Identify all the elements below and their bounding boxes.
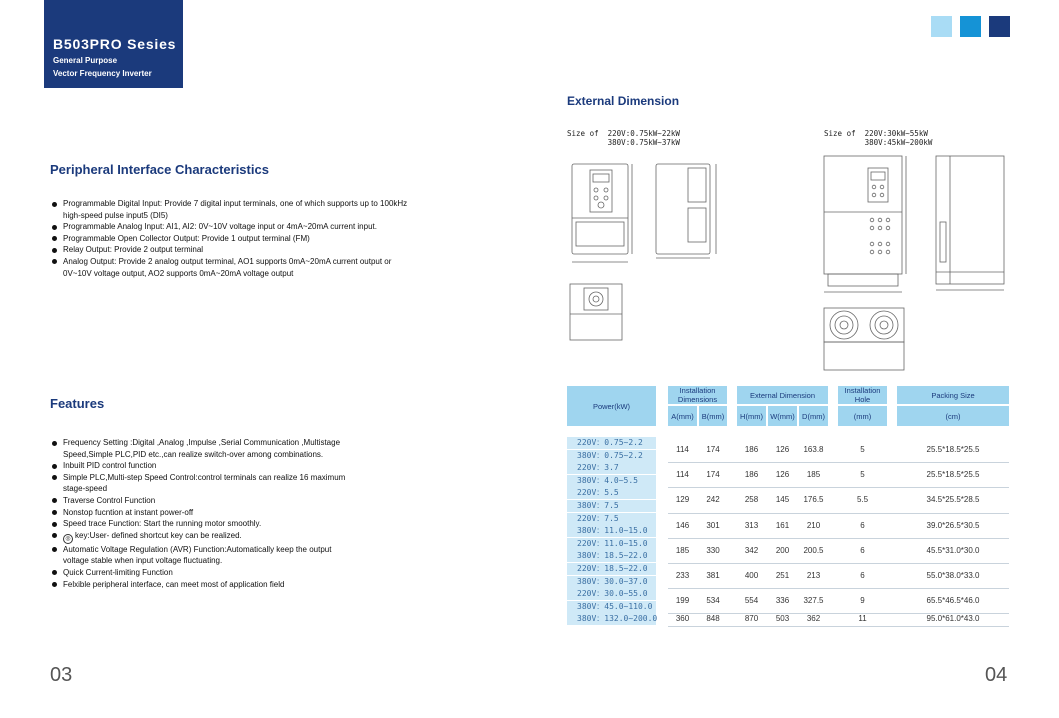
table-cell-pack: 95.0*61.0*43.0 — [926, 614, 980, 624]
power-cell: 380V：7.5 — [567, 500, 656, 512]
series-subtitle-1: General Purpose — [53, 56, 118, 65]
list-item: Analog Output: Provide 2 analog output terminal, AO1 supports 0mA~20mA current output or 0V~10V voltage output, AO2 supports 0mA~20mA voltage output — [50, 256, 415, 279]
power-cell: 220V：18.5~22.0 — [567, 563, 656, 575]
table-cell-d: 213 — [806, 571, 821, 580]
table-cell-a: 114 — [676, 470, 689, 480]
power-cell: 220V：7.5 — [567, 513, 656, 525]
power-cell: 220V：0.75~2.2 — [567, 437, 656, 449]
table-cell-w: 200 — [775, 545, 790, 555]
header-installation-hole: Installation Hole — [838, 386, 887, 404]
brand-square-dark — [989, 16, 1010, 37]
list-item: Relay Output: Provide 2 output terminal — [50, 244, 415, 256]
header-installation-dimensions: Installation Dimensions — [668, 386, 727, 404]
table-cell-pack: 34.5*25.5*28.5 — [926, 495, 980, 505]
header-h: H (mm) — [737, 406, 766, 426]
table-cell-h: 186 — [744, 470, 759, 480]
table-cell-h: 186 — [744, 445, 759, 454]
table-cell-a: 129 — [675, 495, 690, 505]
features-heading: Features — [50, 396, 105, 411]
power-cell: 380V：132.0~200.0 — [567, 613, 656, 625]
table-cell-d: 327.5 — [803, 596, 824, 606]
large-inverter-side-drawing — [930, 152, 1014, 298]
table-cell-hole: 6 — [860, 545, 865, 555]
table-cell-hole: 6 — [860, 571, 865, 580]
table-cell-a: 185 — [675, 545, 690, 555]
table-cell-h: 870 — [744, 614, 759, 624]
list-item: Nonstop fucntion at instant power-off — [50, 507, 355, 519]
list-item: Simple PLC,Multi-step Speed Control:control terminals can realize 16 maximum stage-speed — [50, 472, 355, 495]
table-cell-pack: 25.5*18.5*25.5 — [926, 470, 980, 480]
list-item: Programmable Digital Input: Provide 7 digital input terminals, one of which supports up to 100kHz high-speed pulse input5 (DI5) — [50, 198, 415, 221]
table-cell-d: 200.5 — [803, 545, 824, 555]
table-cell-h: 342 — [744, 545, 759, 555]
size-small-label: Size of 220V:0.75kW~22kW 380V:0.75kW~37kW — [567, 129, 680, 147]
table-cell-a: 199 — [675, 596, 690, 606]
table-cell-hole: 5 — [860, 445, 865, 454]
series-banner — [44, 0, 183, 88]
table-cell-hole: 5.5 — [856, 495, 869, 505]
table-cell-w: 126 — [775, 470, 790, 480]
table-cell-a: 233 — [675, 571, 690, 580]
table-cell-d: 210 — [806, 520, 821, 530]
table-cell-a: 360 — [675, 614, 690, 624]
header-d: D (mm) — [799, 406, 828, 426]
table-cell-pack: 25.5*18.5*25.5 — [926, 445, 980, 454]
list-item: Programmable Open Collector Output: Provide 1 output terminal (FM) — [50, 233, 415, 245]
table-cell-h: 400 — [744, 571, 759, 580]
peripheral-list — [50, 198, 415, 279]
table-cell-d: 362 — [806, 614, 821, 624]
size-large-label: Size of 220V:30kW~55kW 380V:45kW~200kW — [824, 129, 933, 147]
list-item: Traverse Control Function — [50, 495, 355, 507]
power-cell: 220V：5.5 — [567, 487, 656, 499]
list-item: Automatic Voltage Regulation (AVR) Function:Automatically keep the output voltage stable when input voltage fluctuating. — [50, 544, 355, 567]
table-cell-hole: 11 — [858, 614, 867, 624]
table-cell-b: 381 — [706, 571, 720, 580]
small-inverter-side-drawing — [650, 158, 728, 270]
table-cell-pack: 39.0*26.5*30.5 — [926, 520, 980, 530]
small-inverter-top-drawing — [566, 280, 626, 344]
table-cell-hole: 6 — [860, 520, 865, 530]
table-cell-d: 163.8 — [803, 445, 824, 454]
table-cell-w: 161 — [775, 520, 790, 530]
external-dimension-heading: External Dimension — [567, 94, 680, 108]
power-cell: 380V：18.5~22.0 — [567, 550, 656, 562]
header-power: Power(kW) — [567, 386, 656, 426]
large-inverter-fan-drawing — [820, 306, 908, 376]
page-number-right: 04 — [985, 664, 1008, 686]
series-subtitle-2: Vector Frequency Inverter — [53, 69, 152, 78]
shortcut-key-text: key:User- defined shortcut key can be realized. — [75, 530, 242, 540]
page-number-left: 03 — [50, 664, 73, 686]
series-title: B503PRO Sesies — [53, 36, 177, 52]
header-packing-size: Packing Size — [897, 386, 1009, 404]
table-cell-w: 503 — [775, 614, 790, 624]
power-cell: 380V：11.0~15.0 — [567, 525, 656, 537]
small-inverter-front-drawing — [566, 158, 636, 270]
table-cell-d: 185 — [806, 470, 821, 480]
table-cell-pack: 55.0*38.0*33.0 — [926, 571, 980, 580]
table-cell-b: 534 — [706, 596, 720, 606]
table-cell-a: 114 — [676, 445, 689, 454]
power-cell: 380V：0.75~2.2 — [567, 450, 656, 462]
list-item — [50, 530, 355, 544]
large-inverter-front-drawing — [818, 152, 910, 298]
power-cell: 380V：45.0~110.0 — [567, 601, 656, 613]
list-item: Frequency Setting :Digital ,Analog ,Impulse ,Serial Communication ,Multistage Speed,Simple PLC,PID etc.,can realize switch-over among combinations. — [50, 437, 355, 460]
power-cell: 220V：11.0~15.0 — [567, 538, 656, 550]
list-item: Felxible peripheral interface, can meet most of application field — [50, 579, 355, 591]
table-cell-hole: 9 — [860, 596, 865, 606]
table-cell-h: 258 — [744, 495, 759, 505]
table-cell-h: 313 — [744, 520, 759, 530]
table-cell-a: 146 — [675, 520, 690, 530]
table-cell-b: 242 — [706, 495, 720, 505]
power-cell: 380V：30.0~37.0 — [567, 576, 656, 588]
shortcut-key-icon: ◎ — [63, 534, 73, 544]
table-cell-w: 336 — [775, 596, 790, 606]
features-list — [50, 437, 355, 590]
header-hole-unit: (mm) — [838, 406, 887, 426]
header-a: A (mm) — [668, 406, 697, 426]
table-cell-hole: 5 — [860, 470, 865, 480]
header-packing-unit: (cm) — [897, 406, 1009, 426]
table-cell-pack: 45.5*31.0*30.0 — [926, 545, 980, 555]
brand-square-mid — [960, 16, 981, 37]
power-cell: 380V：4.0~5.5 — [567, 475, 656, 487]
list-item: Inbuilt PID control function — [50, 460, 355, 472]
table-cell-b: 848 — [706, 614, 720, 624]
table-cell-d: 176.5 — [803, 495, 824, 505]
peripheral-heading: Peripheral Interface Characteristics — [50, 162, 269, 177]
row-divider — [668, 626, 1009, 627]
table-cell-pack: 65.5*46.5*46.0 — [926, 596, 980, 606]
table-cell-b: 330 — [706, 545, 720, 555]
header-b: B (mm) — [699, 406, 727, 426]
table-cell-h: 554 — [744, 596, 759, 606]
power-cell: 220V：30.0~55.0 — [567, 588, 656, 600]
list-item: Speed trace Function: Start the running motor smoothly. — [50, 518, 355, 530]
list-item: Programmable Analog Input: AI1, AI2: 0V~10V voltage input or 4mA~20mA current input. — [50, 221, 415, 233]
table-cell-b: 174 — [706, 470, 720, 480]
table-cell-w: 126 — [775, 445, 790, 454]
header-w: W (mm) — [768, 406, 797, 426]
power-cell: 220V：3.7 — [567, 462, 656, 474]
header-external-dimension: External Dimension — [737, 386, 828, 404]
brand-square-light — [931, 16, 952, 37]
table-cell-b: 301 — [706, 520, 720, 530]
table-cell-w: 145 — [775, 495, 790, 505]
table-cell-w: 251 — [775, 571, 790, 580]
table-cell-b: 174 — [706, 445, 720, 454]
list-item: Quick Current-limiting Function — [50, 567, 355, 579]
